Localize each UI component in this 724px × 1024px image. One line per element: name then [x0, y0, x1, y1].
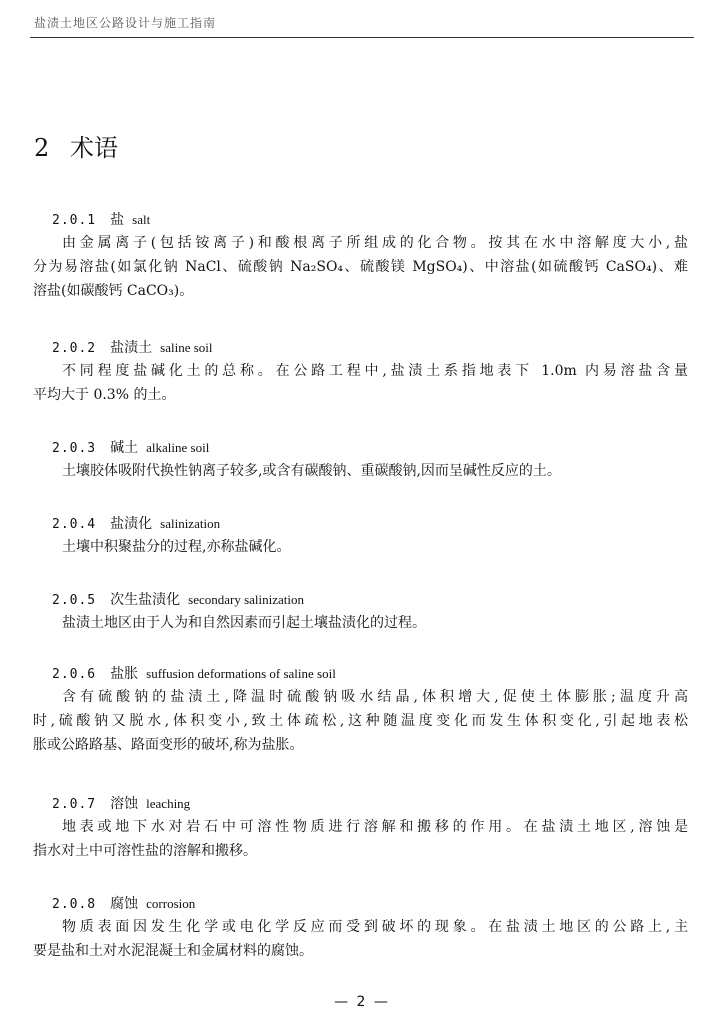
term-chinese: 盐 [110, 212, 125, 228]
term-english: salinization [160, 516, 221, 531]
definition-line: 指水对土中可溶性盐的溶解和搬移。 [33, 843, 257, 859]
definition-line: 物质表面因发生化学或电化学反应而受到破坏的现象。在盐渍土地区的公路上,主 [62, 919, 688, 935]
term-english: secondary salinization [188, 592, 305, 607]
chapter-title [34, 132, 118, 164]
term-heading [52, 664, 336, 685]
chapter-title-text: 术语 [70, 134, 118, 162]
term-heading [52, 338, 213, 359]
term-chinese: 次生盐渍化 [110, 592, 181, 608]
term-chinese: 盐渍土 [110, 340, 153, 356]
term-english: alkaline soil [146, 440, 210, 455]
term-heading [52, 514, 220, 535]
section-number: 2.0.2 [52, 341, 97, 356]
definition-line: 要是盐和土对水泥混凝土和金属材料的腐蚀。 [33, 943, 313, 959]
term-chinese: 腐蚀 [110, 896, 139, 912]
section-number: 2.0.1 [52, 213, 97, 228]
definition-line: 分为易溶盐(如氯化钠 NaCl、硫酸钠 Na₂SO₄、硫酸镁 MgSO₄)、中溶盐(如硫酸钙 CaSO₄)、难 [33, 259, 688, 275]
chapter-number: 2 [34, 134, 50, 162]
term-english: saline soil [160, 340, 213, 355]
section-number: 2.0.5 [52, 593, 97, 608]
header-rule [30, 37, 694, 38]
section-number: 2.0.3 [52, 441, 97, 456]
definition-line: 由金属离子(包括铵离子)和酸根离子所组成的化合物。按其在水中溶解度大小,盐 [62, 235, 688, 251]
section-number: 2.0.7 [52, 797, 97, 812]
definition-line: 土壤中积聚盐分的过程,亦称盐碱化。 [62, 539, 291, 555]
term-chinese: 盐渍化 [110, 516, 153, 532]
term-english: salt [132, 212, 151, 227]
term-heading [52, 894, 195, 915]
section-number: 2.0.4 [52, 517, 97, 532]
definition-line: 胀或公路路基、路面变形的破坏,称为盐胀。 [33, 737, 304, 753]
term-chinese: 碱土 [110, 440, 139, 456]
term-heading [52, 590, 304, 611]
definition-line: 时,硫酸钠又脱水,体积变小,致土体疏松,这种随温度变化而发生体积变化,引起地表松 [33, 713, 688, 729]
term-chinese: 盐胀 [110, 666, 139, 682]
definition-line: 盐渍土地区由于人为和自然因素而引起土壤盐渍化的过程。 [62, 615, 426, 631]
term-english: leaching [146, 796, 191, 811]
page-number: — 2 — [334, 994, 390, 1010]
term-english: suffusion deformations of saline soil [146, 666, 336, 681]
term-heading [52, 210, 150, 231]
definition-line: 平均大于 0.3% 的土。 [33, 387, 176, 403]
running-header: 盐渍土地区公路设计与施工指南 [34, 16, 217, 30]
definition-line: 土壤胶体吸附代换性钠离子较多,或含有碳酸钠、重碳酸钠,因而呈碱性反应的土。 [62, 463, 561, 479]
definition-line: 不同程度盐碱化土的总称。在公路工程中,盐渍土系指地表下 1.0m 内易溶盐含量 [62, 363, 688, 379]
section-number: 2.0.6 [52, 667, 97, 682]
definition-line: 溶盐(如碳酸钙 CaCO₃)。 [33, 283, 194, 299]
term-heading [52, 438, 209, 459]
section-number: 2.0.8 [52, 897, 97, 912]
term-heading [52, 794, 190, 815]
term-english: corrosion [146, 896, 196, 911]
term-chinese: 溶蚀 [110, 796, 139, 812]
definition-line: 地表或地下水对岩石中可溶性物质进行溶解和搬移的作用。在盐渍土地区,溶蚀是 [62, 819, 688, 835]
definition-line: 含有硫酸钠的盐渍土,降温时硫酸钠吸水结晶,体积增大,促使土体膨胀;温度升高 [62, 689, 688, 705]
